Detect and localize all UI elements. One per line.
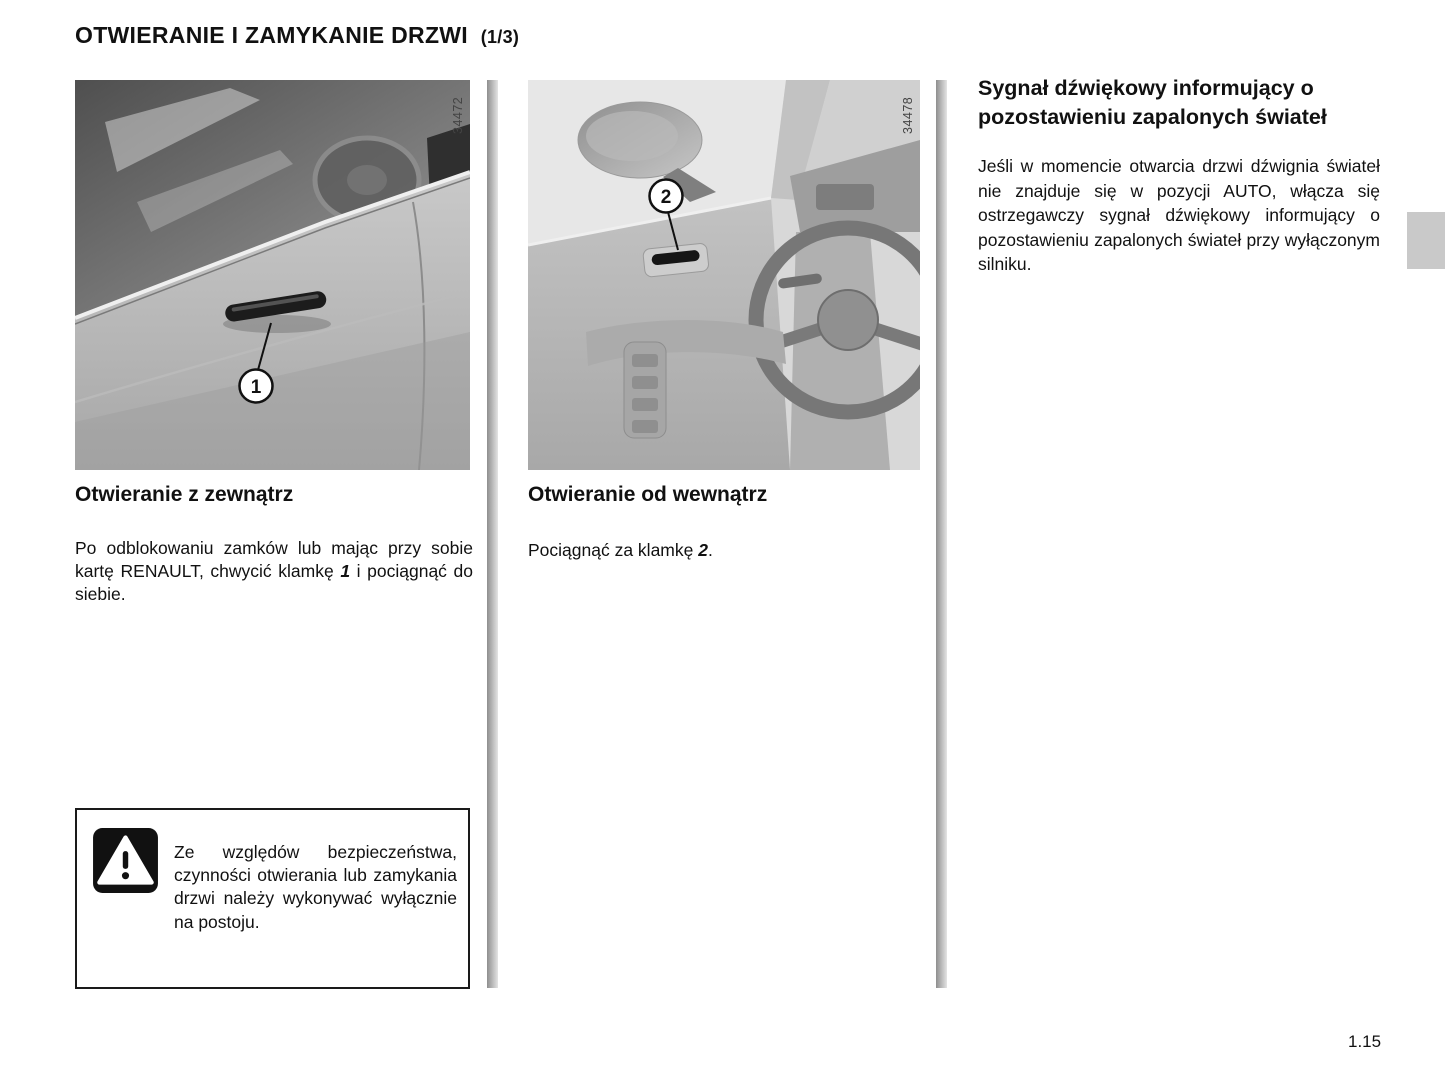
lights-signal-section [978, 74, 1380, 277]
interior-body-ref: 2 [698, 539, 708, 560]
page-title [75, 22, 519, 49]
exterior-body-end: i pociągnąć do siebie. [75, 560, 473, 605]
window-switch-2 [632, 376, 658, 389]
interior-door-illustration [528, 80, 920, 470]
interior-section-heading: Otwieranie od wewnątrz [528, 483, 768, 506]
safety-warning-box [75, 808, 470, 989]
safety-warning-text: Ze względów bezpieczeństwa, czynności otwierania lub zamykania drzwi należy wykonywać wyłącznie na postoju. [174, 841, 457, 932]
chapter-tab-marker [1407, 212, 1445, 269]
page-title-suffix: (1/3) [480, 27, 520, 47]
interior-section-body [528, 539, 920, 562]
exterior-section-heading: Otwieranie z zewnątrz [75, 483, 294, 506]
page-title-text: OTWIERANIE I ZAMYKANIE DRZWI [75, 22, 468, 48]
lights-signal-heading: Sygnał dźwiękowy informujący o pozostawieniu zapalonych świateł [978, 76, 1327, 130]
wheel-hub-through-glass [347, 165, 387, 195]
interior-body-start: Pociągnąć za klamkę [528, 539, 699, 560]
window-switch-3 [632, 398, 658, 411]
exterior-body-ref: 1 [340, 560, 351, 581]
interior-door-handle [643, 243, 710, 278]
figure-interior-door [528, 80, 920, 470]
lights-signal-body: Jeśli w momencie otwarcia drzwi dźwignia świateł nie znajduje się w pozycji AUTO, włącza się ostrzegawczy sygnał dźwiękowy informujący o pozostawieniu zapalonych świateł przy wyłączonym silniku. [978, 156, 1380, 275]
steering-wheel-hub [818, 290, 878, 350]
exterior-door-illustration [75, 80, 470, 470]
figure-exterior-door [75, 80, 470, 470]
column-divider-left [487, 80, 498, 988]
air-vent [816, 184, 874, 210]
figure-ref-interior: 34478 [901, 96, 915, 134]
callout-2-number: 2 [660, 187, 672, 208]
mirror-glass [586, 111, 678, 161]
column-divider-right [936, 80, 947, 988]
figure-ref-exterior: 34472 [451, 96, 465, 134]
callout-1-number: 1 [250, 377, 262, 398]
window-switch-1 [632, 354, 658, 367]
exterior-section-body [75, 537, 473, 607]
exterior-body-start: Po odblokowaniu zamków lub mając przy sobie kartę RENAULT, chwycić klamkę [75, 537, 473, 581]
page-number: 1.15 [1348, 1032, 1382, 1051]
interior-body-end: . [707, 539, 713, 560]
warning-triangle-icon [92, 827, 159, 894]
window-switch-4 [632, 420, 658, 433]
